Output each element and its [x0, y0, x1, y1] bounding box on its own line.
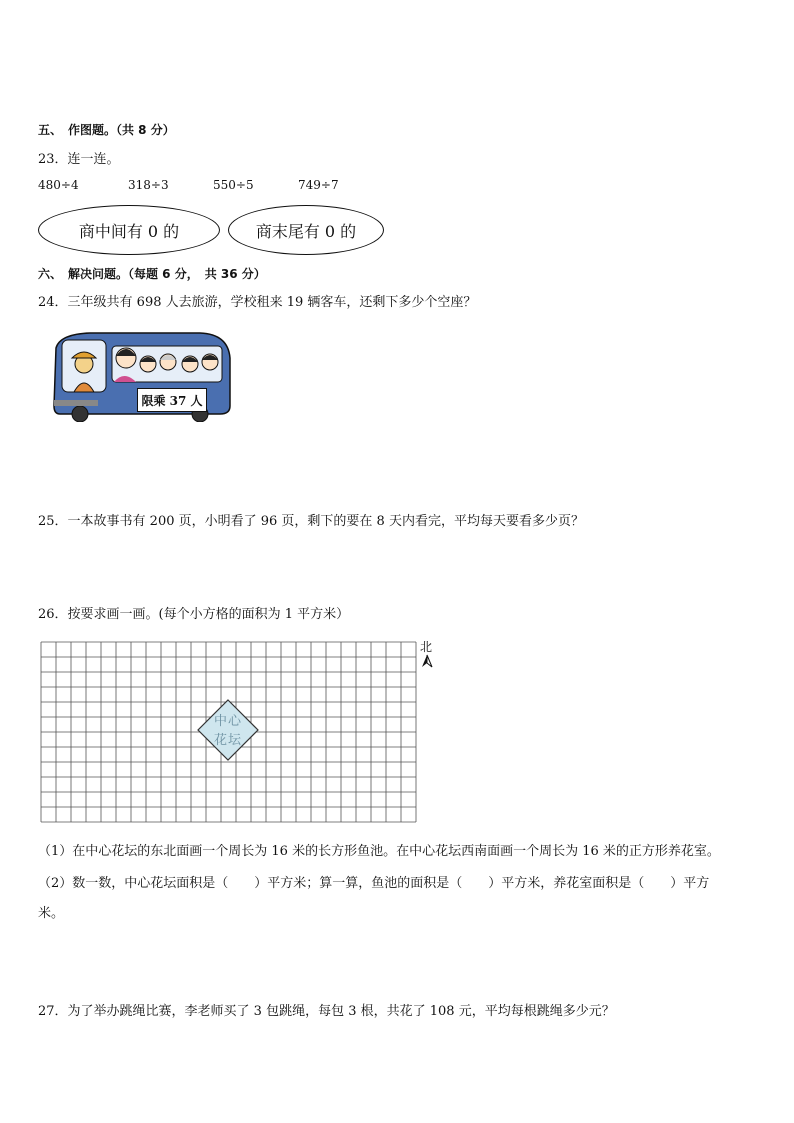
question-23-title: 23．连一连。 [38, 152, 120, 167]
question-26-text: 26．按要求画一画。(每个小方格的面积为 1 平方米） [38, 607, 350, 622]
north-arrow-icon [420, 654, 434, 668]
north-label: 北 [420, 640, 433, 654]
bus-sign [137, 388, 207, 412]
question-24-text: 24．三年级共有 698 人去旅游，学校租来 19 辆客车，还剩下多少个空座？ [38, 295, 477, 310]
question-27-text: 27．为了举办跳绳比赛，李老师买了 3 包跳绳，每包 3 根，共花了 108 元，平均每根跳绳多少元？ [38, 1004, 615, 1019]
center-label-line2: 花坛 [214, 733, 243, 748]
section-5-heading: 五、 作图题。（共 8 分） [38, 123, 175, 137]
question-25-text: 25．一本故事书有 200 页，小明看了 96 页，剩下的要在 8 天内看完，平均每天要看多少页？ [38, 514, 584, 529]
question-26-part2-end: 米。 [38, 906, 65, 921]
oval-middle-zero-label: 商中间有 0 的 [78, 221, 180, 241]
oval-end-zero [228, 205, 384, 255]
oval-end-zero-label: 商末尾有 0 的 [255, 221, 357, 241]
expr-1: 480÷4 [38, 178, 79, 192]
expr-4: 749÷7 [298, 178, 339, 192]
center-label-line1: 中心 [214, 714, 243, 729]
expr-3: 550÷5 [213, 178, 254, 192]
oval-middle-zero [38, 205, 220, 255]
expr-2: 318÷3 [128, 178, 169, 192]
section-6-heading: 六、 解决问题。（每题 6 分， 共 36 分） [38, 267, 266, 281]
bus-sign-label: 限乘 37 人 [141, 393, 203, 408]
question-26-part2: （2）数一数，中心花坛面积是（ ）平方米；算一算，鱼池的面积是（ ）平方米，养花室面积是（ ）平方 [38, 876, 710, 891]
question-26-part1: （1）在中心花坛的东北面画一个周长为 16 米的长方形鱼池。在中心花坛西南面画一个周长为 16 米的正方形养花室。 [38, 844, 720, 859]
